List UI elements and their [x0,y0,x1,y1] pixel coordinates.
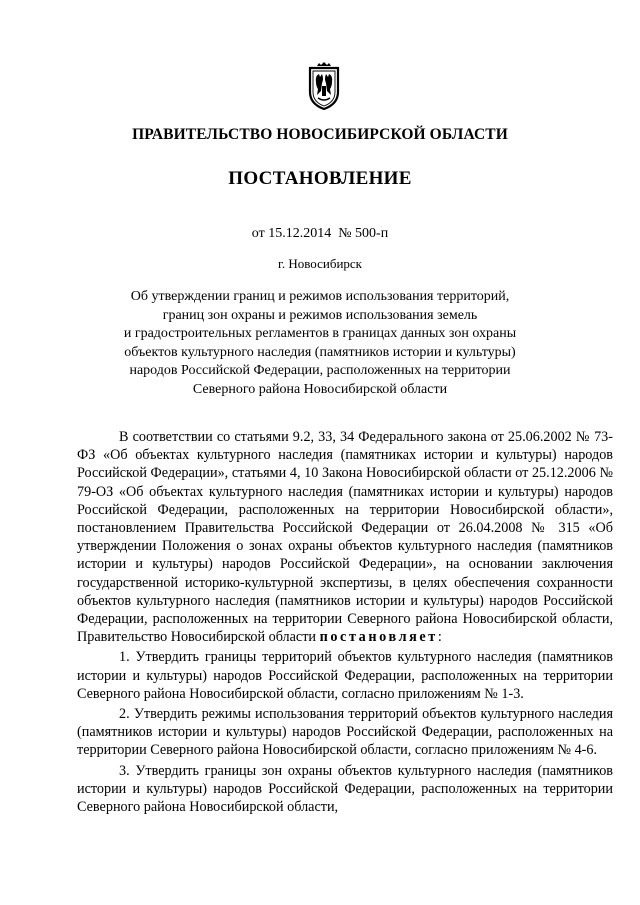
city-line: г. Новосибирск [277,256,362,271]
preamble-text: В соответствии со статьями 9.2, 33, 34 Федерального закона от 25.06.2002 № 73-ФЗ «Об объектах культурного наследия (памятниках истории и культуры) народов Российской Федерации», статьями 4, 10 Закона Новосибирской области от 25.12.2006 № 79-ОЗ «Об объектах культурного наследия (памятниках истории и культуры) народов Российской Федерации, расположенных на территории Новосибирской области», постановлением Правительства Российской Федерации от 26.04.2008 № 315 «Об утверждении Положения о зонах охраны объектов культурного наследия (памятников истории и культуры) народов Российской Федерации», на основании заключения государственной историко-культурной экспертизы, в целях обеспечения сохранности объектов культурного наследия (памятников истории и культуры) народов Российской Федерации, расположенных на территории Северного района Новосибирской области, Правительство Новосибирской области [77,429,613,646]
coat-of-arms-icon [304,62,344,110]
title-line: Об утверждении границ и режимов использования территорий, [130,289,510,304]
title-line: границ зон охраны и режимов использования земель [162,307,478,323]
document-body [77,428,613,818]
organization-heading: ПРАВИТЕЛЬСТВО НОВОСИБИРСКОЙ ОБЛАСТИ [132,126,508,143]
decree-word: постановляет [319,629,438,646]
title-line: и градостроительных регламентов в границах данных зон охраны [123,326,517,341]
decree-item: 1. Утвердить границы территорий объектов культурного наследия (памятников истории и культуры) народов Российской Федерации, расположенных на территории Северного района Новосибирской области, согласно приложениям № 1-3. [77,649,613,702]
document-title [90,288,550,399]
title-line: Северного района Новосибирской области [192,381,448,397]
title-line: объектов культурного наследия (памятников истории и культуры) [124,344,516,360]
date-number-line [0,226,640,242]
document-date: от 15.12.2014 [251,226,332,241]
document-type-heading: ПОСТАНОВЛЕНИЕ [228,168,412,189]
title-line: народов Российской Федерации, расположенных на территории [129,363,511,378]
decree-colon: : [437,629,442,646]
decree-item: 2. Утвердить режимы использования территорий объектов культурного наследия (памятников истории и культуры) народов Российской Федерации, расположенных на территории Северного района Новосибирской области, согласно приложениям № 4-6. [77,706,613,759]
decree-item: 3. Утвердить границы зон охраны объектов культурного наследия (памятников истории и культуры) народов Российской Федерации, расположенных на территории Северного района Новосибирской области, [77,762,613,816]
document-number: № 500-п [338,226,389,241]
preamble-paragraph [77,428,613,646]
